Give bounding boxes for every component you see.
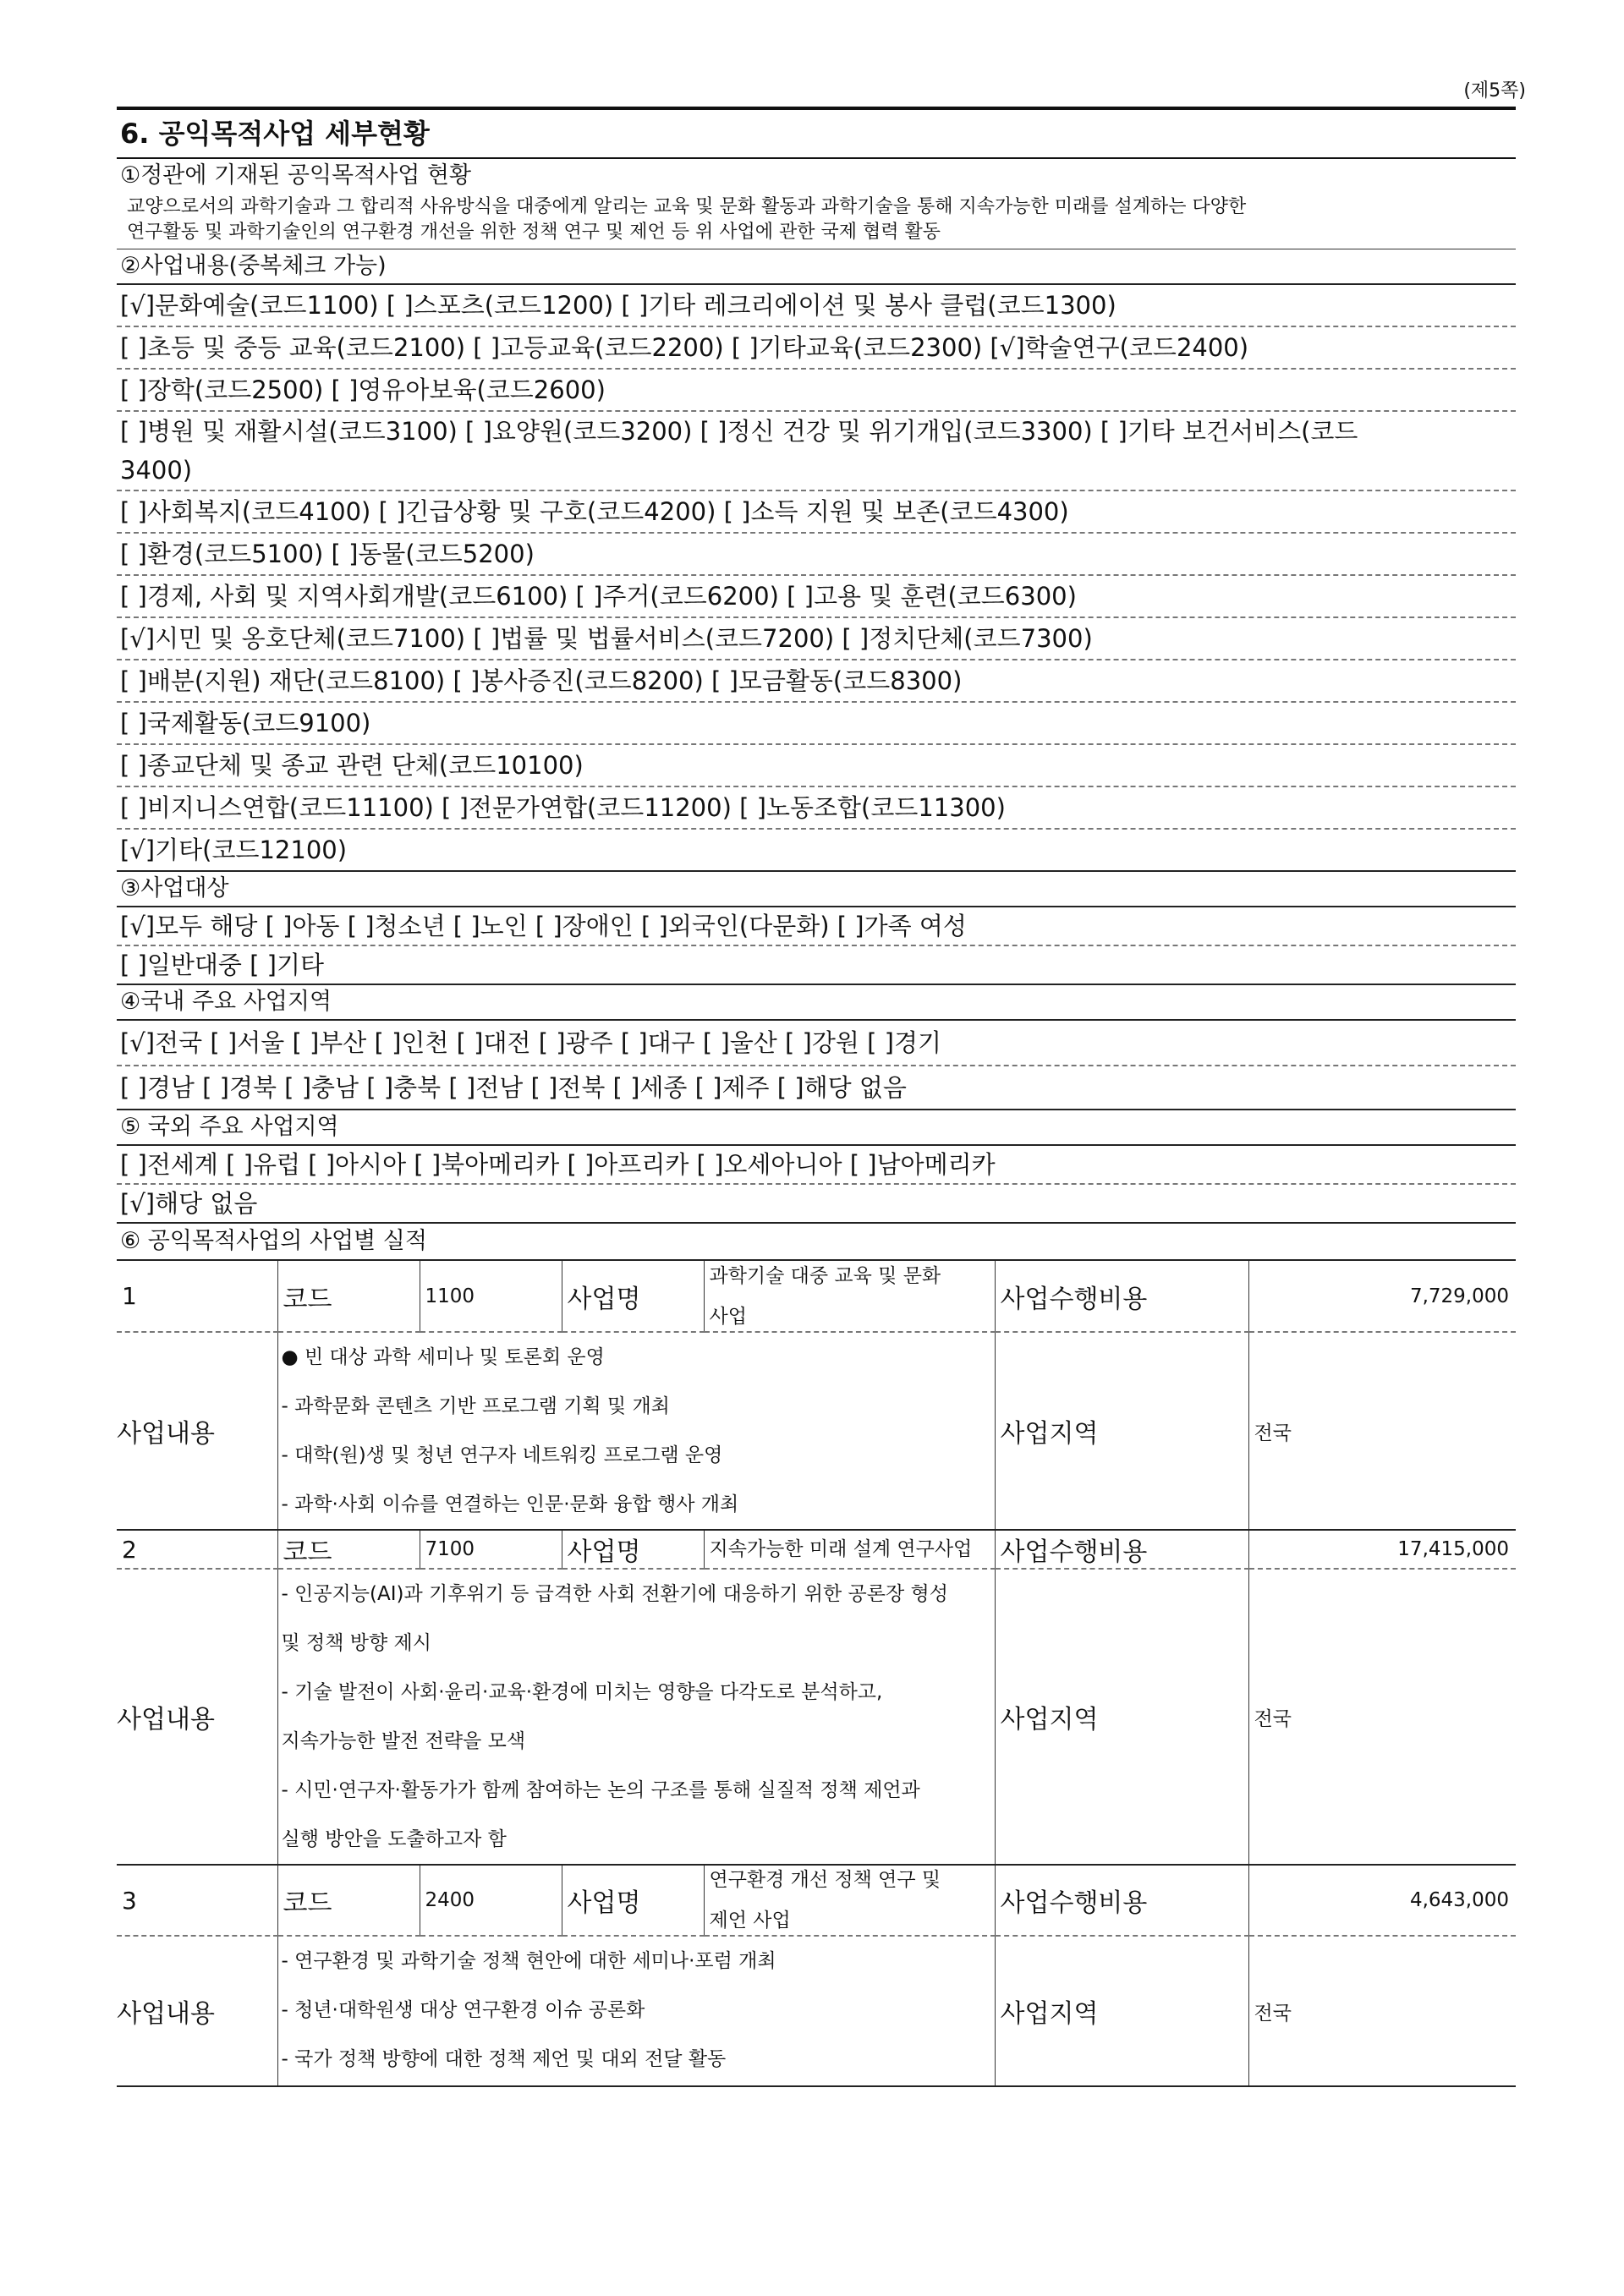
region-label: 사업지역 <box>995 1332 1248 1530</box>
content-line: - 청년·대학원생 대상 연구환경 이슈 공론화 <box>281 1999 645 2021</box>
category-line: [ ]종교단체 및 종교 관련 단체(코드10100) <box>117 745 1516 787</box>
section6-heading: ⑥ 공익목적사업의 사업별 실적 <box>117 1224 1516 1261</box>
biz-name-value <box>704 1530 995 1569</box>
category-line: [ ]사회복지(코드4100) [ ]긴급상황 및 구호(코드4200) [ ]소득 지원 및 보존(코드4300) <box>117 491 1516 534</box>
content-line: 실행 방안을 도출하고자 함 <box>281 1828 507 1850</box>
cost-value: 4,643,000 <box>1248 1865 1516 1936</box>
content-label: 사업내용 <box>117 1999 215 2029</box>
region-label: 사업지역 <box>995 1569 1248 1865</box>
region-label: 사업지역 <box>995 1936 1248 2086</box>
section2-heading: ②사업내용(중복체크 가능) <box>117 249 1516 285</box>
business-number: 2 <box>117 1530 277 1569</box>
region-value: 전국 <box>1248 1569 1516 1865</box>
biz-name-label: 사업명 <box>562 1530 704 1569</box>
cost-label: 사업수행비용 <box>995 1530 1248 1569</box>
biz-name-line: 과학기술 대중 교육 및 문화 <box>709 1264 941 1287</box>
biz-name-line: 연구환경 개선 정책 연구 및 <box>709 1869 941 1891</box>
page-title: 6. 공익목적사업 세부현황 <box>117 107 1516 159</box>
section1-heading: ①정관에 기재된 공익목적사업 현황 <box>120 162 472 189</box>
region-value: 전국 <box>1248 1936 1516 2086</box>
business-number: 1 <box>117 1261 277 1332</box>
biz-name-value <box>704 1865 995 1936</box>
section3-heading: ③사업대상 <box>117 872 1516 907</box>
content-line: - 인공지능(AI)과 기후위기 등 급격한 사회 전환기에 대응하기 위한 공론장 형성 <box>281 1583 948 1605</box>
code-value: 7100 <box>420 1530 562 1569</box>
content-line: - 국가 정책 방향에 대한 정책 제언 및 대외 전달 활동 <box>281 2048 727 2070</box>
code-label: 코드 <box>277 1865 420 1936</box>
content-line: - 대학(원)생 및 청년 연구자 네트워킹 프로그램 운영 <box>281 1444 723 1466</box>
category-line: [√]기타(코드12100) <box>117 830 1516 872</box>
category-line: 3400) <box>117 451 1516 491</box>
cost-value: 7,729,000 <box>1248 1261 1516 1332</box>
content-cell <box>277 1936 995 2086</box>
document-sheet <box>117 107 1516 2087</box>
cost-label: 사업수행비용 <box>995 1261 1248 1332</box>
content-line: 및 정책 방향 제시 <box>281 1632 431 1654</box>
biz-name-label: 사업명 <box>562 1865 704 1936</box>
category-line: [ ]장학(코드2500) [ ]영유아보육(코드2600) <box>117 370 1516 412</box>
category-line: [√]문화예술(코드1100) [ ]스포츠(코드1200) [ ]기타 레크리에이션 및 봉사 클럽(코드1300) <box>117 285 1516 327</box>
biz-name-line: 지속가능한 미래 설계 연구사업 <box>709 1538 973 1560</box>
overseas-region-line: [√]해당 없음 <box>117 1185 1516 1224</box>
biz-name-line: 사업 <box>709 1305 747 1328</box>
overseas-region-line: [ ]전세계 [ ]유럽 [ ]아시아 [ ]북아메리카 [ ]아프리카 [ ]오세아니아 [ ]남아메리카 <box>117 1146 1516 1185</box>
content-label: 사업내용 <box>117 1705 215 1734</box>
content-line: - 과학문화 콘텐츠 기반 프로그램 기획 및 개최 <box>281 1395 670 1417</box>
code-label: 코드 <box>277 1261 420 1332</box>
category-line: [√]시민 및 옹호단체(코드7100) [ ]법률 및 법률서비스(코드7200) [ ]정치단체(코드7300) <box>117 618 1516 660</box>
category-line: [ ]병원 및 재활시설(코드3100) [ ]요양원(코드3200) [ ]정신 건강 및 위기개입(코드3300) [ ]기타 보건서비스(코드 <box>120 417 1358 446</box>
code-value: 2400 <box>420 1865 562 1936</box>
category-line: [ ]초등 및 중등 교육(코드2100) [ ]고등교육(코드2200) [ ]기타교육(코드2300) [√]학술연구(코드2400) <box>117 327 1516 370</box>
content-line: ● 빈 대상 과학 세미나 및 토론회 운영 <box>281 1346 605 1368</box>
business-content-row <box>117 1936 1516 2086</box>
cost-label: 사업수행비용 <box>995 1865 1248 1936</box>
biz-name-value <box>704 1261 995 1332</box>
performance-table <box>117 1261 1516 2087</box>
business-content-row <box>117 1569 1516 1865</box>
domestic-region-line: [ ]경남 [ ]경북 [ ]충남 [ ]충북 [ ]전남 [ ]전북 [ ]세종 [ ]제주 [ ]해당 없음 <box>117 1066 1516 1110</box>
business-header-row <box>117 1261 1516 1332</box>
content-cell <box>277 1569 995 1865</box>
content-label: 사업내용 <box>117 1419 215 1449</box>
region-value: 전국 <box>1248 1332 1516 1530</box>
section4-heading: ④국내 주요 사업지역 <box>117 985 1516 1021</box>
cost-value: 17,415,000 <box>1248 1530 1516 1569</box>
content-cell <box>277 1332 995 1530</box>
domestic-region-line: [√]전국 [ ]서울 [ ]부산 [ ]인천 [ ]대전 [ ]광주 [ ]대구 [ ]울산 [ ]강원 [ ]경기 <box>117 1021 1516 1066</box>
target-line: [√]모두 해당 [ ]아동 [ ]청소년 [ ]노인 [ ]장애인 [ ]외국인(다문화) [ ]가족 여성 <box>117 907 1516 946</box>
purpose-text <box>117 193 1516 249</box>
category-line: [ ]배분(지원) 재단(코드8100) [ ]봉사증진(코드8200) [ ]모금활동(코드8300) <box>117 660 1516 703</box>
section5-heading: ⑤ 국외 주요 사업지역 <box>117 1110 1516 1146</box>
biz-name-label: 사업명 <box>562 1261 704 1332</box>
business-header-row <box>117 1865 1516 1936</box>
content-line: - 연구환경 및 과학기술 정책 현안에 대한 세미나·포럼 개최 <box>281 1950 776 1972</box>
category-line: [ ]국제활동(코드9100) <box>117 703 1516 745</box>
target-line: [ ]일반대중 [ ]기타 <box>117 946 1516 985</box>
content-line: - 과학·사회 이슈를 연결하는 인문·문화 융합 행사 개최 <box>281 1493 739 1515</box>
purpose-line: 교양으로서의 과학기술과 그 합리적 사유방식을 대중에게 알리는 교육 및 문화 활동과 과학기술을 통해 지속가능한 미래를 설계하는 다양한 <box>127 196 1247 217</box>
category-line: [ ]비지니스연합(코드11100) [ ]전문가연합(코드11200) [ ]노동조합(코드11300) <box>117 787 1516 830</box>
category-line: [ ]경제, 사회 및 지역사회개발(코드6100) [ ]주거(코드6200) [ ]고용 및 훈련(코드6300) <box>117 576 1516 618</box>
page-number: (제5쪽) <box>1463 80 1526 101</box>
content-line: - 기술 발전이 사회·윤리·교육·환경에 미치는 영향을 다각도로 분석하고, <box>281 1681 883 1703</box>
purpose-line: 연구활동 및 과학기술인의 연구환경 개선을 위한 정책 연구 및 제언 등 위 사업에 관한 국제 협력 활동 <box>127 222 941 243</box>
content-line: - 시민·연구자·활동가가 함께 참여하는 논의 구조를 통해 실질적 정책 제언과 <box>281 1779 920 1801</box>
business-number: 3 <box>117 1865 277 1936</box>
business-header-row <box>117 1530 1516 1569</box>
code-label: 코드 <box>277 1530 420 1569</box>
biz-name-line: 제언 사업 <box>709 1910 791 1932</box>
code-value: 1100 <box>420 1261 562 1332</box>
content-line: 지속가능한 발전 전략을 모색 <box>281 1730 526 1752</box>
category-line: [ ]환경(코드5100) [ ]동물(코드5200) <box>117 534 1516 576</box>
business-content-row <box>117 1332 1516 1530</box>
